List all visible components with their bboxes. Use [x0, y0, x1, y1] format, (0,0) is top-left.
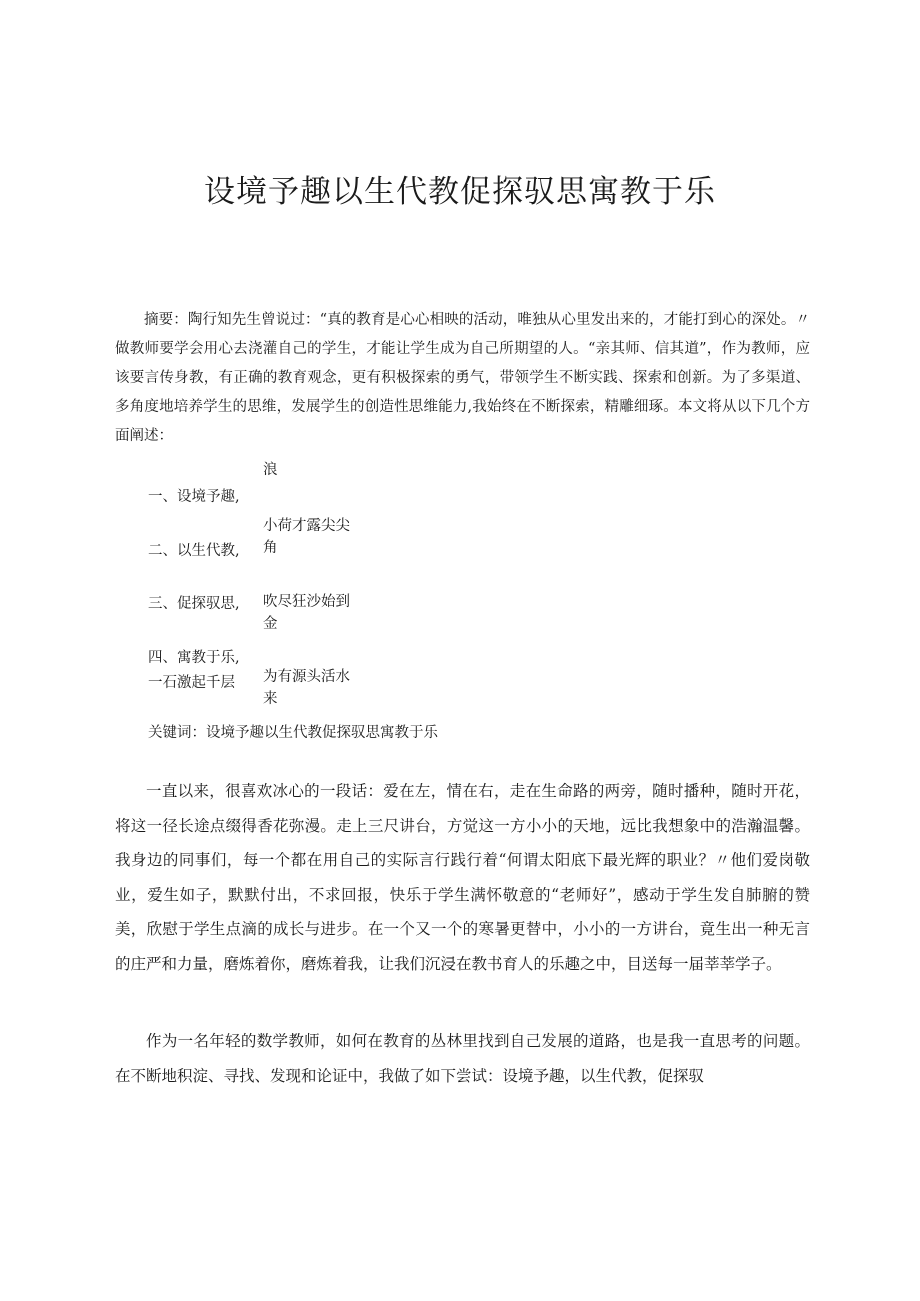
outline-item-4-subline: 一石激起千层 [148, 675, 235, 691]
outline-side-4: 为有源头活水来 [263, 669, 350, 707]
body-paragraph-2: 作为一名年轻的数学教师，如何在教育的丛林里找到自己发展的道路，也是我一直思考的问题。在不断地积淀、寻找、发现和论证中，我做了如下尝试：设境予趣，以生代教，促探驭 [115, 1032, 810, 1085]
outline-side-3: 吹尽狂沙始到金 [263, 594, 350, 632]
keywords-line: 关键词：设境予趣以生代教促探驭思寓教于乐 [148, 725, 438, 741]
outline-side-2: 小荷才露尖尖角 [263, 518, 350, 556]
outline-item-4: 四、寓教于乐, [148, 650, 240, 666]
outline-item-1: 一、设境予趣, [148, 489, 240, 505]
body-paragraph-1: 一直以来，很喜欢冰心的一段话：爱在左，情在右，走在生命路的两旁，随时播种，随时开花，将这一径长途点缀得香花弥漫。走上三尺讲台，方觉这一方小小的天地，远比我想象中的浩瀚温馨。我身边的同事们，每一个都在用自己的实际言行践行着“何谓太阳底下最光辉的职业？〃他们爱岗敬业，爱生如子，默默付出，不求回报，快乐于学生满怀敬意的“老师好”，感动于学生发自肺腑的赞美，欣慰于学生点滴的成长与进步。在一个又一个的寒暑更替中，小小的一方讲台，竟生出一种无言的庄严和力量，磨炼着你，磨炼着我，让我们沉浸在教书育人的乐趣之中，目送每一届莘莘学子。 [115, 782, 810, 973]
outline-item-2: 二、以生代教, [148, 543, 240, 559]
outline-item-3: 三、促探驭思, [148, 596, 240, 612]
document-title: 设境予趣以生代教促探驭思寓教于乐 [204, 174, 716, 210]
outline-side-1: 浪 [263, 462, 278, 478]
abstract-paragraph: 摘要：陶行知先生曾说过：“真的教育是心心相映的活动，唯独从心里发出来的，才能打到心的深处。〃做教师要学会用心去浇灌自己的学生，才能让学生成为自己所期望的人。“亲其师、信其道”，作为教师，应该要言传身教，有正确的教育观念，更有积极探索的勇气，带领学生不断实践、探索和创新。为了多渠道、多角度地培养学生的思维，发展学生的创造性思维能力,我始终在不断探索，精雕细琢。本文将从以下几个方面阐述： [115, 312, 810, 444]
